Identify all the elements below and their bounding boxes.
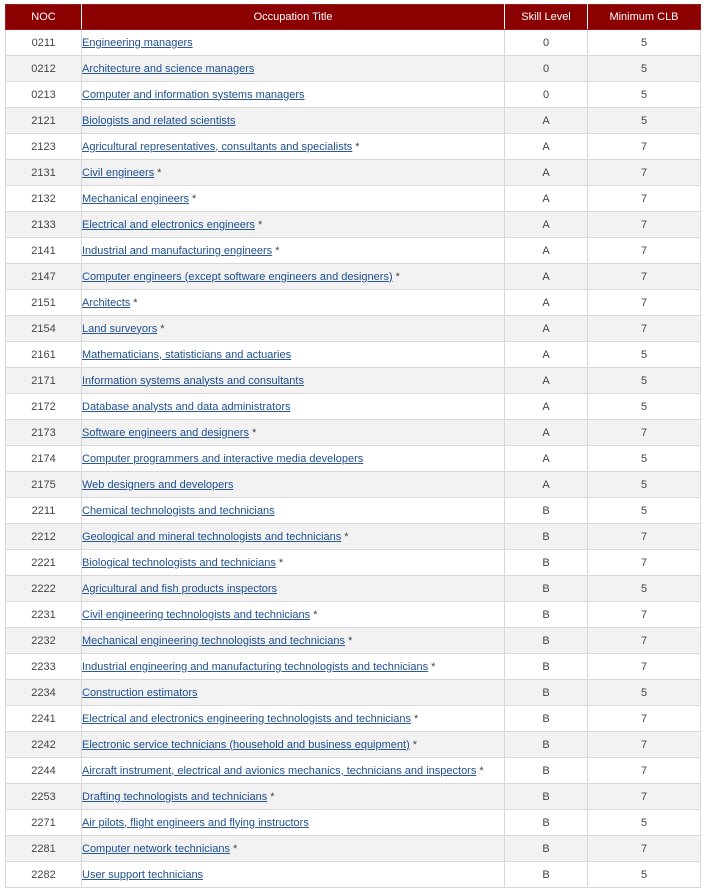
- occupation-link[interactable]: Mechanical engineering technologists and technicians: [82, 634, 345, 647]
- occupation-title-cell: [82, 264, 505, 290]
- skill-level: B: [505, 862, 588, 888]
- asterisk-marker: *: [313, 608, 318, 621]
- minimum-clb: 5: [588, 342, 701, 368]
- table-row: [6, 810, 701, 836]
- minimum-clb: 5: [588, 680, 701, 706]
- table-row: [6, 784, 701, 810]
- occupation-link[interactable]: Electrical and electronics engineers: [82, 218, 256, 231]
- table-row: [6, 836, 701, 862]
- skill-level: B: [505, 550, 588, 576]
- asterisk-marker: *: [157, 166, 162, 179]
- occupation-link[interactable]: Mathematicians, statisticians and actuaries: [82, 348, 292, 361]
- occupation-link[interactable]: Construction estimators: [82, 686, 198, 699]
- occupation-table: [5, 4, 701, 888]
- skill-level: B: [505, 654, 588, 680]
- occupation-title-cell: [82, 680, 505, 706]
- header-skill-level: Skill Level: [505, 5, 588, 30]
- table-row: [6, 628, 701, 654]
- skill-level: B: [505, 524, 588, 550]
- skill-level: 0: [505, 56, 588, 82]
- skill-level: A: [505, 186, 588, 212]
- asterisk-marker: *: [160, 322, 165, 335]
- noc-code: 0213: [6, 82, 82, 108]
- minimum-clb: 7: [588, 654, 701, 680]
- occupation-title-cell: [82, 498, 505, 524]
- occupation-title-cell: [82, 30, 505, 56]
- occupation-link[interactable]: Industrial and manufacturing engineers: [82, 244, 273, 257]
- occupation-title-cell: [82, 654, 505, 680]
- table-body: [6, 30, 701, 888]
- occupation-title-cell: [82, 420, 505, 446]
- skill-level: A: [505, 134, 588, 160]
- table-row: [6, 186, 701, 212]
- occupation-title-cell: [82, 862, 505, 888]
- skill-level: A: [505, 342, 588, 368]
- skill-level: B: [505, 836, 588, 862]
- skill-level: A: [505, 264, 588, 290]
- occupation-link[interactable]: Civil engineers: [82, 166, 155, 179]
- noc-code: 2121: [6, 108, 82, 134]
- asterisk-marker: *: [275, 244, 280, 257]
- occupation-link[interactable]: Electronic service technicians (household and business equipment): [82, 738, 410, 751]
- noc-code: 2154: [6, 316, 82, 342]
- occupation-title-cell: [82, 810, 505, 836]
- occupation-link[interactable]: Architecture and science managers: [82, 62, 255, 75]
- occupation-title-cell: [82, 238, 505, 264]
- table-row: [6, 706, 701, 732]
- minimum-clb: 7: [588, 836, 701, 862]
- skill-level: B: [505, 602, 588, 628]
- occupation-link[interactable]: Mechanical engineers: [82, 192, 190, 205]
- skill-level: A: [505, 394, 588, 420]
- minimum-clb: 5: [588, 446, 701, 472]
- skill-level: A: [505, 368, 588, 394]
- occupation-title-cell: [82, 316, 505, 342]
- minimum-clb: 5: [588, 472, 701, 498]
- table-row: [6, 394, 701, 420]
- occupation-link[interactable]: User support technicians: [82, 868, 204, 881]
- minimum-clb: 7: [588, 602, 701, 628]
- asterisk-marker: *: [347, 634, 353, 647]
- occupation-link[interactable]: Software engineers and designers: [82, 426, 249, 439]
- noc-code: 2271: [6, 810, 82, 836]
- minimum-clb: 5: [588, 30, 701, 56]
- noc-code: 2141: [6, 238, 82, 264]
- table-row: [6, 30, 701, 56]
- table-row: [6, 550, 701, 576]
- table-row: [6, 108, 701, 134]
- noc-code: 2244: [6, 758, 82, 784]
- skill-level: A: [505, 446, 588, 472]
- skill-level: A: [505, 420, 588, 446]
- noc-code: 2212: [6, 524, 82, 550]
- table-row: [6, 680, 701, 706]
- occupation-link[interactable]: Architects: [82, 296, 131, 309]
- noc-code: 2281: [6, 836, 82, 862]
- asterisk-marker: *: [344, 530, 349, 543]
- table-row: [6, 758, 701, 784]
- noc-code: 2131: [6, 160, 82, 186]
- occupation-link[interactable]: Biological technologists and technicians: [82, 556, 276, 569]
- noc-code: 2172: [6, 394, 82, 420]
- occupation-title-cell: [82, 186, 505, 212]
- occupation-title-cell: [82, 290, 505, 316]
- minimum-clb: 7: [588, 706, 701, 732]
- noc-code: 2242: [6, 732, 82, 758]
- table-row: [6, 134, 701, 160]
- noc-code: 2132: [6, 186, 82, 212]
- occupation-title-cell: [82, 836, 505, 862]
- asterisk-marker: *: [251, 426, 257, 439]
- noc-code: 2282: [6, 862, 82, 888]
- asterisk-marker: *: [133, 296, 138, 309]
- occupation-title-cell: [82, 82, 505, 108]
- minimum-clb: 7: [588, 758, 701, 784]
- skill-level: B: [505, 732, 588, 758]
- occupation-title-cell: [82, 602, 505, 628]
- asterisk-marker: *: [270, 790, 275, 803]
- skill-level: 0: [505, 82, 588, 108]
- minimum-clb: 7: [588, 290, 701, 316]
- minimum-clb: 7: [588, 524, 701, 550]
- minimum-clb: 7: [588, 784, 701, 810]
- noc-code: 2151: [6, 290, 82, 316]
- minimum-clb: 5: [588, 394, 701, 420]
- header-minimum-clb: Minimum CLB: [588, 5, 701, 30]
- noc-code: 2174: [6, 446, 82, 472]
- minimum-clb: 7: [588, 160, 701, 186]
- asterisk-marker: *: [395, 270, 400, 283]
- skill-level: A: [505, 472, 588, 498]
- minimum-clb: 7: [588, 732, 701, 758]
- occupation-title-cell: [82, 784, 505, 810]
- noc-code: 2147: [6, 264, 82, 290]
- occupation-link[interactable]: Information systems analysts and consultants: [82, 374, 304, 387]
- minimum-clb: 7: [588, 134, 701, 160]
- skill-level: A: [505, 108, 588, 134]
- occupation-link[interactable]: Agricultural and fish products inspectors: [82, 582, 278, 595]
- occupation-link[interactable]: Geological and mineral technologists and technicians: [82, 530, 342, 543]
- noc-code: 2173: [6, 420, 82, 446]
- minimum-clb: 5: [588, 56, 701, 82]
- noc-code: 2231: [6, 602, 82, 628]
- noc-code: 2241: [6, 706, 82, 732]
- occupation-title-cell: [82, 550, 505, 576]
- table-row: [6, 290, 701, 316]
- asterisk-marker: *: [355, 140, 360, 153]
- skill-level: B: [505, 576, 588, 602]
- skill-level: B: [505, 758, 588, 784]
- occupation-title-cell: [82, 134, 505, 160]
- occupation-title-cell: [82, 108, 505, 134]
- asterisk-marker: *: [278, 556, 284, 569]
- asterisk-marker: *: [431, 660, 436, 673]
- occupation-title-cell: [82, 342, 505, 368]
- table-row: [6, 654, 701, 680]
- minimum-clb: 7: [588, 186, 701, 212]
- occupation-link[interactable]: Agricultural representatives, consultants and specialists: [82, 140, 353, 153]
- table-row: [6, 602, 701, 628]
- occupation-table-container: [5, 4, 701, 888]
- skill-level: A: [505, 238, 588, 264]
- table-row: [6, 524, 701, 550]
- skill-level: B: [505, 680, 588, 706]
- occupation-link[interactable]: Electrical and electronics engineering technologists and technicians: [82, 712, 411, 725]
- minimum-clb: 7: [588, 550, 701, 576]
- table-row: [6, 576, 701, 602]
- occupation-link[interactable]: Biologists and related scientists: [82, 114, 236, 127]
- occupation-link[interactable]: Database analysts and data administrators: [82, 400, 291, 413]
- occupation-link[interactable]: Aircraft instrument, electrical and avionics mechanics, technicians and inspectors: [82, 764, 477, 777]
- asterisk-marker: *: [479, 764, 484, 777]
- occupation-link[interactable]: Computer and information systems managers: [82, 88, 305, 101]
- occupation-title-cell: [82, 628, 505, 654]
- skill-level: B: [505, 628, 588, 654]
- occupation-title-cell: [82, 212, 505, 238]
- occupation-title-cell: [82, 472, 505, 498]
- table-row: [6, 264, 701, 290]
- noc-code: 2171: [6, 368, 82, 394]
- table-row: [6, 420, 701, 446]
- minimum-clb: 7: [588, 316, 701, 342]
- table-row: [6, 238, 701, 264]
- occupation-title-cell: [82, 524, 505, 550]
- table-header-row: [6, 5, 701, 30]
- table-row: [6, 862, 701, 888]
- noc-code: 2175: [6, 472, 82, 498]
- minimum-clb: 5: [588, 862, 701, 888]
- skill-level: A: [505, 316, 588, 342]
- table-row: [6, 342, 701, 368]
- noc-code: 2221: [6, 550, 82, 576]
- skill-level: B: [505, 810, 588, 836]
- minimum-clb: 7: [588, 212, 701, 238]
- asterisk-marker: *: [232, 842, 238, 855]
- skill-level: 0: [505, 30, 588, 56]
- occupation-title-cell: [82, 732, 505, 758]
- table-row: [6, 160, 701, 186]
- minimum-clb: 7: [588, 238, 701, 264]
- minimum-clb: 5: [588, 108, 701, 134]
- noc-code: 2133: [6, 212, 82, 238]
- minimum-clb: 5: [588, 810, 701, 836]
- noc-code: 2232: [6, 628, 82, 654]
- table-row: [6, 82, 701, 108]
- skill-level: A: [505, 290, 588, 316]
- occupation-title-cell: [82, 446, 505, 472]
- noc-code: 2211: [6, 498, 82, 524]
- table-row: [6, 472, 701, 498]
- minimum-clb: 7: [588, 628, 701, 654]
- occupation-link[interactable]: Air pilots, flight engineers and flying instructors: [82, 816, 309, 829]
- occupation-title-cell: [82, 394, 505, 420]
- minimum-clb: 7: [588, 420, 701, 446]
- header-occupation-title: Occupation Title: [82, 5, 505, 30]
- asterisk-marker: *: [192, 192, 197, 205]
- noc-code: 2253: [6, 784, 82, 810]
- header-noc: NOC: [6, 5, 82, 30]
- table-row: [6, 56, 701, 82]
- table-row: [6, 212, 701, 238]
- noc-code: 2222: [6, 576, 82, 602]
- noc-code: 2233: [6, 654, 82, 680]
- skill-level: B: [505, 498, 588, 524]
- occupation-link[interactable]: Land surveyors: [82, 322, 158, 335]
- asterisk-marker: *: [413, 712, 419, 725]
- noc-code: 2161: [6, 342, 82, 368]
- minimum-clb: 5: [588, 498, 701, 524]
- skill-level: B: [505, 784, 588, 810]
- occupation-link[interactable]: Computer network technicians: [82, 842, 230, 855]
- occupation-title-cell: [82, 706, 505, 732]
- skill-level: A: [505, 160, 588, 186]
- minimum-clb: 5: [588, 576, 701, 602]
- occupation-title-cell: [82, 160, 505, 186]
- occupation-link[interactable]: Web designers and developers: [82, 478, 234, 491]
- skill-level: B: [505, 706, 588, 732]
- noc-code: 0212: [6, 56, 82, 82]
- occupation-link[interactable]: Civil engineering technologists and technicians: [82, 608, 311, 621]
- noc-code: 0211: [6, 30, 82, 56]
- occupation-link[interactable]: Computer engineers (except software engineers and designers): [82, 270, 393, 283]
- minimum-clb: 7: [588, 264, 701, 290]
- asterisk-marker: *: [258, 218, 263, 231]
- minimum-clb: 5: [588, 82, 701, 108]
- occupation-title-cell: [82, 56, 505, 82]
- table-row: [6, 732, 701, 758]
- table-row: [6, 368, 701, 394]
- asterisk-marker: *: [412, 738, 418, 751]
- occupation-title-cell: [82, 368, 505, 394]
- minimum-clb: 5: [588, 368, 701, 394]
- noc-code: 2234: [6, 680, 82, 706]
- table-row: [6, 446, 701, 472]
- table-row: [6, 316, 701, 342]
- occupation-title-cell: [82, 758, 505, 784]
- occupation-link[interactable]: Industrial engineering and manufacturing technologists and technicians: [82, 660, 429, 673]
- occupation-link[interactable]: Engineering managers: [82, 36, 193, 49]
- table-row: [6, 498, 701, 524]
- occupation-link[interactable]: Drafting technologists and technicians: [82, 790, 268, 803]
- noc-code: 2123: [6, 134, 82, 160]
- occupation-title-cell: [82, 576, 505, 602]
- skill-level: A: [505, 212, 588, 238]
- occupation-link[interactable]: Computer programmers and interactive media developers: [82, 452, 364, 465]
- occupation-link[interactable]: Chemical technologists and technicians: [82, 504, 275, 517]
